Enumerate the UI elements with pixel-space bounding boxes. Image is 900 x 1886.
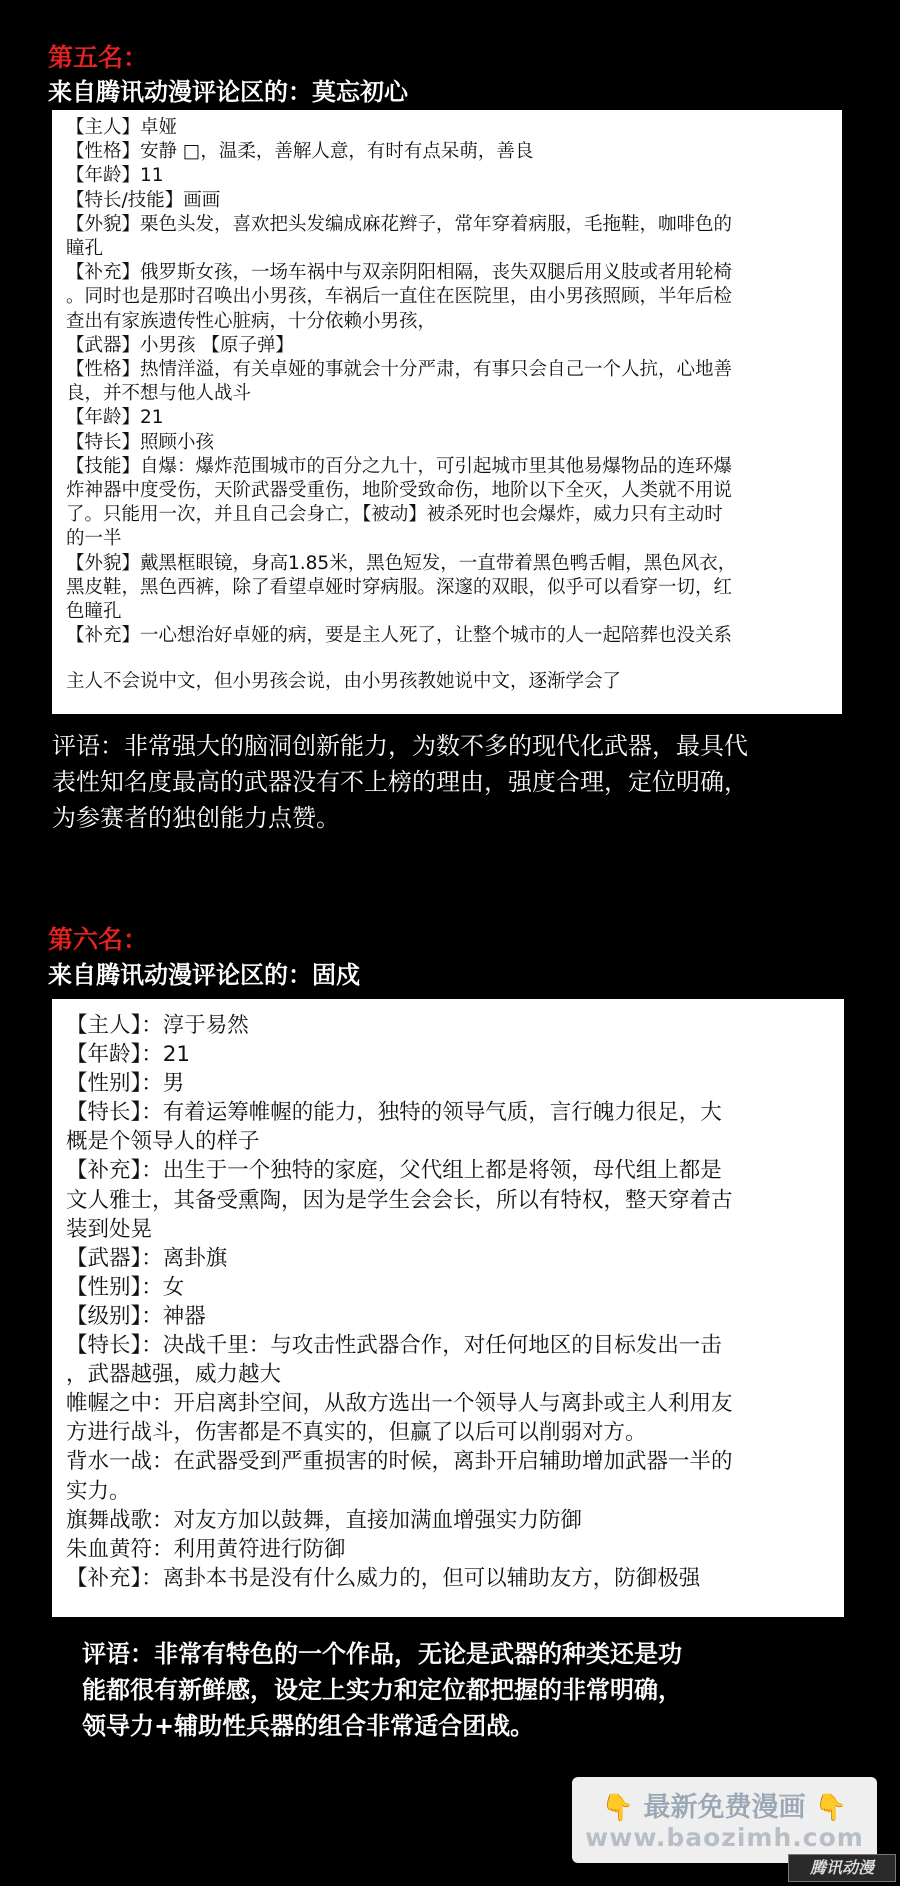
entry5-line: 【年龄】21 — [66, 407, 164, 429]
entry5-line: 【武器】小男孩 【原子弹】 — [66, 334, 294, 356]
entry6-line: 概是个领导人的样子 — [66, 1129, 260, 1155]
review-line: 为参赛者的独创能力点赞。 — [52, 804, 340, 832]
entry6-rank: 第六名： — [48, 925, 149, 954]
entry5-line: 【外貌】戴黑框眼镜，身高1.85米，黑色短发，一直带着黑色鸭舌帽，黑色风衣， — [66, 552, 737, 574]
entry6-line: 【性别】：女 — [66, 1274, 185, 1300]
entry6-line: 文人雅士，其备受熏陶，因为是学生会会长，所以有特权，整天穿着古 — [66, 1187, 733, 1213]
entry6-line: 方进行战斗，伤害都是不真实的，但赢了以后可以削弱对方。 — [66, 1420, 647, 1446]
entry5-line: 。同时也是那时召唤出小男孩，车祸后一直住在医院里，由小男孩照顾，半年后检 — [66, 286, 733, 308]
entry5-line: 查出有家族遗传性心脏病，十分依赖小男孩， — [66, 310, 437, 332]
entry5-line: 色瞳孔 — [66, 601, 122, 623]
corner-logo: 腾讯动漫 — [788, 1854, 896, 1882]
entry5-line: 的一半 — [66, 528, 122, 550]
entry5-line: 【年龄】11 — [66, 165, 164, 187]
entry5-info-card — [52, 110, 842, 714]
entry5-rank: 第五名： — [48, 43, 149, 72]
entry5-line: 【特长/技能】画画 — [66, 189, 221, 211]
entry5-line: 黑皮鞋，黑色西裤，除了看望卓娅时穿病服。深邃的双眼，似乎可以看穿一切，红 — [66, 576, 733, 598]
entry5-source: 来自腾讯动漫评论区的：莫忘初心 — [48, 78, 408, 106]
entry5-line: 【外貌】栗色头发，喜欢把头发编成麻花辫子，常年穿着病服，毛拖鞋，咖啡色的 — [66, 213, 733, 235]
entry5-line: 了。只能用一次，并且自己会身亡，【被动】被杀死时也会爆炸，威力只有主动时 — [66, 504, 723, 526]
review-line: 能都很有新鲜感，设定上实力和定位都把握的非常明确， — [82, 1676, 682, 1704]
entry5-line: 瞳孔 — [66, 238, 104, 260]
entry5-review — [52, 728, 852, 836]
entry5-line: 【补充】俄罗斯女孩，一场车祸中与双亲阴阳相隔，丧失双腿后用义肢或者用轮椅 — [66, 262, 733, 284]
entry6-line: 【武器】：离卦旗 — [66, 1245, 228, 1271]
watermark-url[interactable]: www.baozimh.com — [585, 1823, 864, 1852]
review-line: 表性知名度最高的武器没有不上榜的理由，强度合理，定位明确， — [52, 768, 748, 796]
entry5-note: 主人不会说中文，但小男孩会说，由小男孩教她说中文，逐渐学会了 — [66, 671, 622, 693]
entry6-line: 背水一战：在武器受到严重损害的时候，离卦开启辅助增加武器一半的 — [66, 1449, 733, 1475]
entry5-line: 【特长】照顾小孩 — [66, 431, 215, 453]
entry6-line: 【补充】：出生于一个独特的家庭，父代组上都是将领，母代组上都是 — [66, 1158, 722, 1184]
entry5-line: 【技能】自爆：爆炸范围城市的百分之九十，可引起城市里其他易爆物品的连环爆 — [66, 455, 733, 477]
entry6-line: 【级别】：神器 — [66, 1303, 206, 1329]
pointing-down-hand-icon: 👇 — [601, 1793, 635, 1823]
review-line: 评语：非常有特色的一个作品，无论是武器的种类还是功 — [82, 1640, 682, 1668]
pointing-down-hand-icon: 👇 — [814, 1793, 848, 1823]
entry6-source: 来自腾讯动漫评论区的：固戍 — [48, 961, 360, 989]
entry6-info-card — [52, 999, 844, 1617]
entry6-line: ，武器越强，威力越大 — [66, 1362, 282, 1388]
entry6-review — [82, 1636, 852, 1744]
review-line: 领导力+辅助性兵器的组合非常适合团战。 — [82, 1712, 535, 1740]
entry5-line: 【补充】一心想治好卓娅的病，要是主人死了，让整个城市的人一起陪葬也没关系 — [66, 625, 733, 647]
entry6-line: 帷幄之中：开启离卦空间，从敌方选出一个领导人与离卦或主人利用友 — [66, 1391, 733, 1417]
entry5-line: 良，并不想与他人战斗 — [66, 383, 252, 405]
entry6-line: 实力。 — [66, 1478, 131, 1504]
entry6-line: 朱血黄符：利用黄符进行防御 — [66, 1536, 346, 1562]
entry6-line: 【性别】：男 — [66, 1071, 185, 1097]
watermark-title-row — [572, 1785, 877, 1824]
entry5-line: 【主人】卓娅 — [66, 117, 178, 138]
review-line: 评语：非常强大的脑洞创新能力，为数不多的现代化武器，最具代 — [52, 732, 748, 760]
entry6-line: 旗舞战歌：对友方加以鼓舞，直接加满血增强实力防御 — [66, 1507, 583, 1533]
entry5-line: 炸神器中度受伤，天阶武器受重伤，地阶受致命伤，地阶以下全灭，人类就不用说 — [66, 480, 733, 502]
entry6-line: 【主人】：淳于易然 — [66, 1013, 249, 1038]
entry6-line: 【特长】：决战千里：与攻击性武器合作，对任何地区的目标发出一击 — [66, 1333, 722, 1359]
entry6-line: 【特长】：有着运筹帷幄的能力，独特的领导气质，言行魄力很足，大 — [66, 1100, 722, 1126]
entry6-line: 【补充】：离卦本书是没有什么威力的，但可以辅助友方，防御极强 — [66, 1565, 701, 1591]
entry6-line: 【年龄】：21 — [66, 1042, 191, 1068]
watermark-title: 最新免费漫画 — [643, 1792, 806, 1823]
entry5-line: 【性格】安静 □，温柔，善解人意，有时有点呆萌，善良 — [66, 141, 534, 163]
entry5-line: 【性格】热情洋溢，有关卓娅的事就会十分严肃，有事只会自己一个人抗，心地善 — [66, 359, 733, 381]
watermark-banner[interactable] — [572, 1777, 877, 1863]
entry6-line: 装到处晃 — [66, 1216, 153, 1242]
